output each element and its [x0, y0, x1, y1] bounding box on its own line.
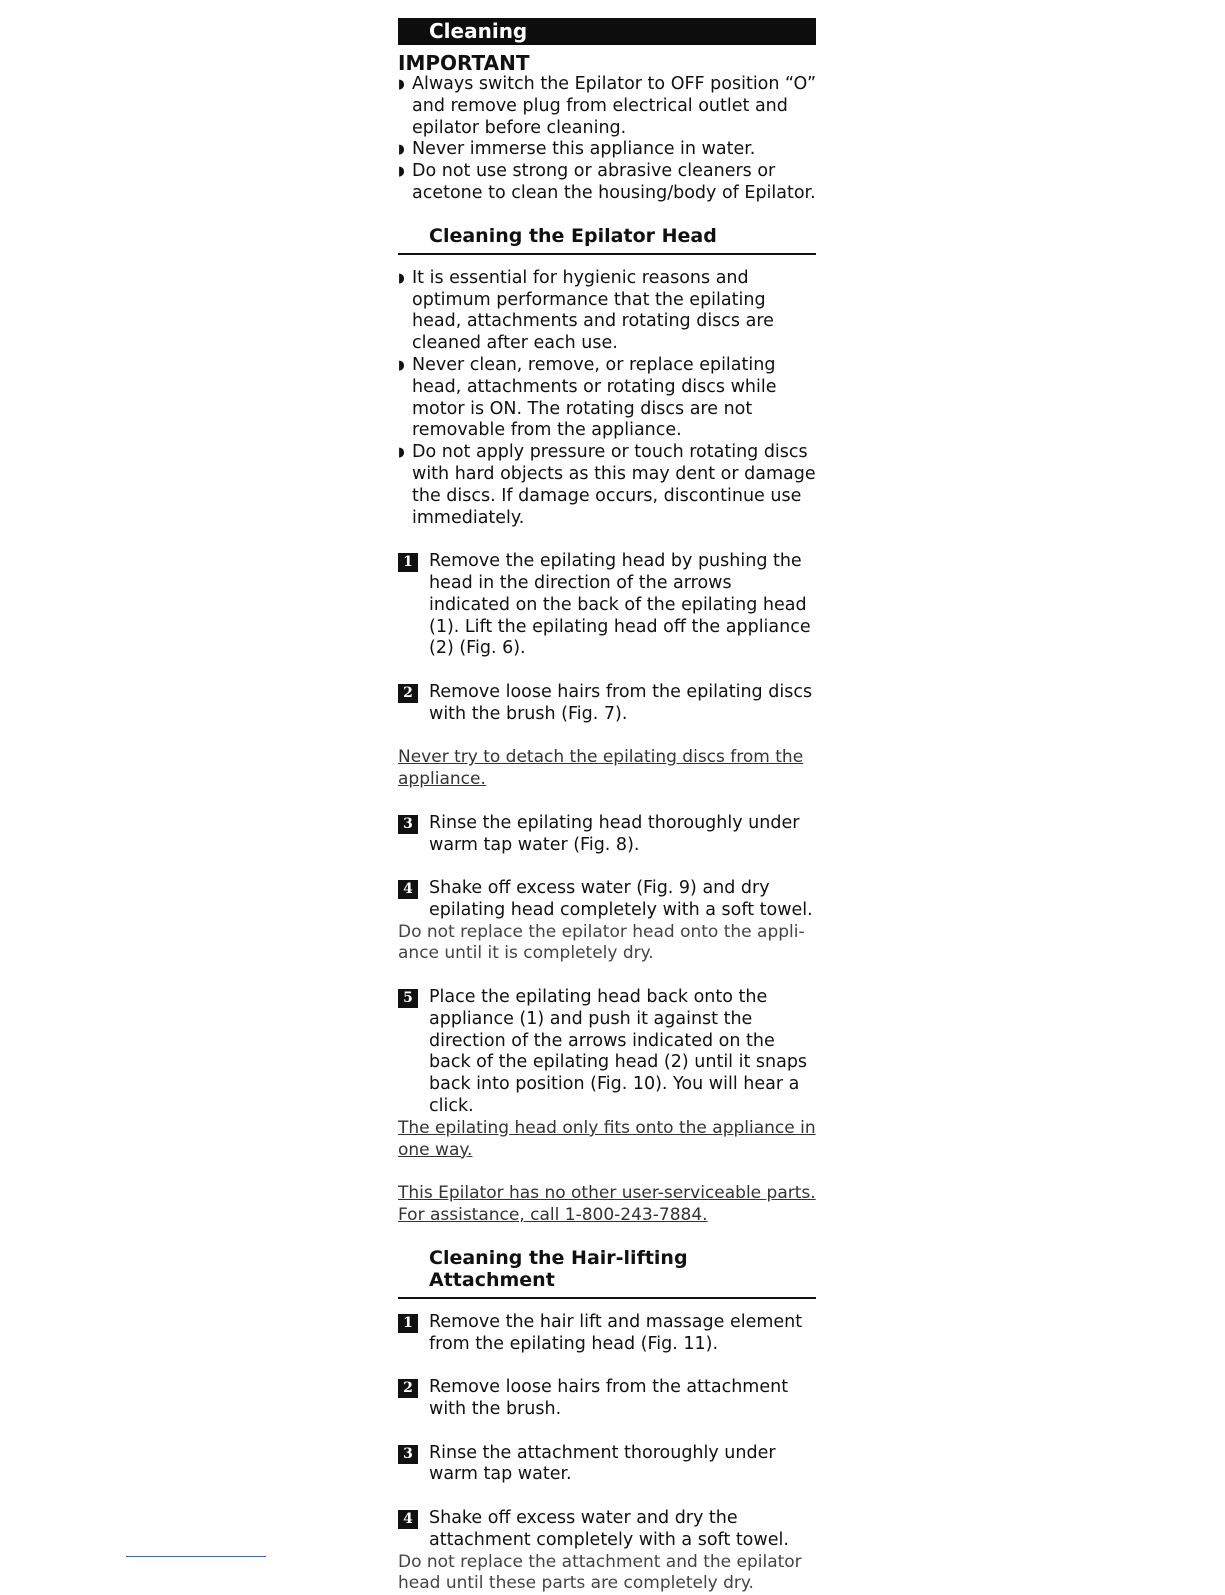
step-number-badge: 5: [398, 989, 418, 1008]
head-step: 4 Shake off excess water (Fig. 9) and dry epilating head completely with a soft towel.: [398, 878, 816, 922]
step-number-badge: 2: [398, 1379, 418, 1398]
head-step: 3 Rinse the epilating head thoroughly under warm tap water (Fig. 8).: [398, 813, 816, 857]
step-number-badge: 1: [398, 553, 418, 572]
caution-note: Never try to detach the epilating discs from the appliance.: [398, 747, 804, 790]
head-step: 5 Place the epilating head back onto the appliance (1) and push it against the direction of the arrows indicated on the back of the epilating head (2) until it snaps back into position (Fig. 10). You will hear a click.: [398, 987, 816, 1118]
attachment-step: 3 Rinse the attachment thoroughly under warm tap water.: [398, 1443, 816, 1487]
bullet-icon: ◗: [398, 270, 405, 286]
bullet-icon: ◗: [398, 142, 405, 158]
footer-rule: [126, 1556, 266, 1557]
head-step: 1 Remove the epilating head by pushing the head in the direction of the arrows indicated on the back of the epilating head (1). Lift the epilating head off the appliance (2) (Fig. 6).: [398, 551, 816, 660]
head-bullet: ◗ It is essential for hygienic reasons and optimum performance that the epilating head, attachments and rotating discs are cleaned after each use.: [398, 267, 774, 354]
attachment-step: 4 Shake off excess water and dry the attachment completely with a soft towel.: [398, 1508, 816, 1552]
head-cleaning-heading: Cleaning the Epilator Head: [398, 225, 816, 255]
bullet-icon: ◗: [398, 164, 405, 180]
bullet-icon: ◗: [398, 445, 405, 461]
step-number-badge: 2: [398, 684, 418, 703]
manual-page: [398, 18, 816, 1595]
attachment-step: 1 Remove the hair lift and massage element from the epilating head (Fig. 11).: [398, 1312, 816, 1356]
attachment-step: 2 Remove loose hairs from the attachment with the brush.: [398, 1377, 816, 1421]
step-number-badge: 3: [398, 1445, 418, 1464]
step-number-badge: 4: [398, 880, 418, 899]
service-note: This Epilator has no other user-serviceable parts. For assistance, call 1-800-243-7884.: [398, 1183, 816, 1226]
attachment-cleaning-heading: Cleaning the Hair-lifting Attachment: [398, 1247, 816, 1299]
step-number-badge: 3: [398, 815, 418, 834]
important-bullet: ◗ Do not use strong or abrasive cleaners or acetone to clean the housing/body of Epilator.: [398, 161, 816, 203]
step-number-badge: 1: [398, 1314, 418, 1333]
head-step: 2 Remove loose hairs from the epilating discs with the brush (Fig. 7).: [398, 682, 816, 726]
bullet-icon: ◗: [398, 77, 405, 92]
important-bullet: ◗ Always switch the Epilator to OFF position “O” and remove plug from electrical outlet and epilator before cleaning.: [398, 74, 817, 138]
important-heading: IMPORTANT: [398, 51, 530, 75]
dry-note: Do not replace the attachment and the epilator head until these parts are completely dry.: [398, 1551, 802, 1594]
step-number-badge: 4: [398, 1510, 418, 1529]
fit-note: The epilating head only fits onto the appliance in one way.: [398, 1117, 816, 1160]
bullet-icon: ◗: [398, 357, 405, 373]
section-title-bar: Cleaning: [398, 18, 816, 45]
dry-note: Do not replace the epilator head onto the appli- ance until it is completely dry.: [398, 921, 805, 964]
head-bullet: ◗ Never clean, remove, or replace epilating head, attachments or rotating discs while motor is ON. The rotating discs are not removable from the appliance.: [398, 354, 777, 441]
head-bullet: ◗ Do not apply pressure or touch rotating discs with hard objects as this may dent or damage the discs. If damage occurs, discontinue use immediately.: [398, 442, 816, 528]
important-bullet: ◗ Never immerse this appliance in water.: [398, 139, 756, 160]
